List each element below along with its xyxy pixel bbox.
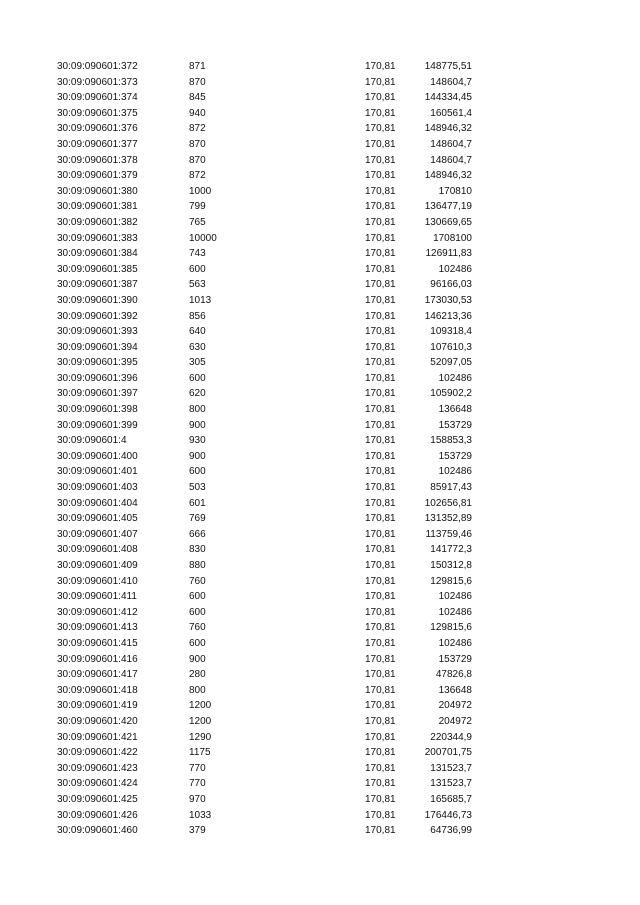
area-cell: 856	[189, 310, 206, 322]
area-cell: 830	[189, 544, 206, 556]
area-cell: 872	[189, 123, 206, 135]
value-cell: 148604,7	[430, 76, 472, 88]
area-cell: 600	[189, 466, 206, 478]
area-cell: 10000	[189, 232, 217, 244]
area-cell: 666	[189, 528, 206, 540]
cadastral-number-cell: 30:09:090601:423	[57, 762, 138, 774]
rate-cell: 170,81	[365, 123, 396, 135]
cadastral-number-cell: 30:09:090601:382	[57, 216, 138, 228]
table-row	[0, 776, 640, 792]
table-row	[0, 355, 640, 371]
cadastral-number-cell: 30:09:090601:426	[57, 809, 138, 821]
area-cell: 900	[189, 653, 206, 665]
area-cell: 600	[189, 263, 206, 275]
cadastral-number-cell: 30:09:090601:415	[57, 637, 138, 649]
cadastral-number-cell: 30:09:090601:405	[57, 513, 138, 525]
table-row	[0, 714, 640, 730]
value-cell: 148946,32	[424, 123, 472, 135]
table-row	[0, 153, 640, 169]
area-cell: 845	[189, 92, 206, 104]
table-row	[0, 464, 640, 480]
value-cell: 102486	[438, 591, 472, 603]
value-cell: 105902,2	[430, 388, 472, 400]
cadastral-number-cell: 30:09:090601:424	[57, 778, 138, 790]
area-cell: 630	[189, 341, 206, 353]
table-row	[0, 168, 640, 184]
rate-cell: 170,81	[365, 669, 396, 681]
table-row	[0, 309, 640, 325]
cadastral-number-cell: 30:09:090601:378	[57, 154, 138, 166]
rate-cell: 170,81	[365, 138, 396, 150]
area-cell: 871	[189, 61, 206, 72]
rate-cell: 170,81	[365, 435, 396, 447]
cadastral-number-cell: 30:09:090601:377	[57, 138, 138, 150]
area-cell: 1200	[189, 715, 212, 727]
area-cell: 870	[189, 138, 206, 150]
cadastral-number-cell: 30:09:090601:421	[57, 731, 138, 743]
rate-cell: 170,81	[365, 466, 396, 478]
table-row	[0, 558, 640, 574]
value-cell: 148604,7	[430, 154, 472, 166]
rate-cell: 170,81	[365, 778, 396, 790]
table-row	[0, 199, 640, 215]
cadastral-number-cell: 30:09:090601:395	[57, 357, 138, 369]
table-row	[0, 527, 640, 543]
cadastral-number-cell: 30:09:090601:375	[57, 107, 138, 119]
area-cell: 760	[189, 622, 206, 634]
value-cell: 153729	[438, 450, 472, 462]
table-row	[0, 823, 640, 839]
value-cell: 64736,99	[430, 825, 472, 837]
area-cell: 601	[189, 497, 206, 509]
value-cell: 52097,05	[430, 357, 472, 369]
cadastral-number-cell: 30:09:090601:390	[57, 294, 138, 306]
cadastral-number-cell: 30:09:090601:381	[57, 201, 138, 213]
area-cell: 600	[189, 606, 206, 618]
table-row	[0, 402, 640, 418]
cadastral-number-cell: 30:09:090601:399	[57, 419, 138, 431]
value-cell: 129815,6	[430, 575, 472, 587]
rate-cell: 170,81	[365, 154, 396, 166]
area-cell: 1290	[189, 731, 212, 743]
rate-cell: 170,81	[365, 185, 396, 197]
cadastral-number-cell: 30:09:090601:419	[57, 700, 138, 712]
table-row	[0, 371, 640, 387]
value-cell: 113759,46	[425, 528, 472, 540]
area-cell: 900	[189, 450, 206, 462]
rate-cell: 170,81	[365, 216, 396, 228]
value-cell: 102656,81	[424, 497, 472, 509]
rate-cell: 170,81	[365, 263, 396, 275]
area-cell: 1013	[189, 294, 212, 306]
table-row	[0, 340, 640, 356]
table-row	[0, 277, 640, 293]
area-cell: 743	[189, 248, 206, 260]
value-cell: 102486	[438, 637, 472, 649]
rate-cell: 170,81	[365, 248, 396, 260]
value-cell: 204972	[438, 700, 472, 712]
rate-cell: 170,81	[365, 388, 396, 400]
cadastral-number-cell: 30:09:090601:397	[57, 388, 138, 400]
value-cell: 102486	[438, 466, 472, 478]
value-cell: 129815,6	[430, 622, 472, 634]
cadastral-number-cell: 30:09:090601:374	[57, 92, 138, 104]
value-cell: 126911,83	[425, 248, 472, 260]
rate-cell: 170,81	[365, 61, 396, 72]
area-cell: 799	[189, 201, 206, 213]
rate-cell: 170,81	[365, 575, 396, 587]
cadastral-number-cell: 30:09:090601:383	[57, 232, 138, 244]
rate-cell: 170,81	[365, 715, 396, 727]
rate-cell: 170,81	[365, 482, 396, 494]
value-cell: 158853,3	[430, 435, 472, 447]
cadastral-number-cell: 30:09:090601:407	[57, 528, 138, 540]
rate-cell: 170,81	[365, 372, 396, 384]
cadastral-number-cell: 30:09:090601:398	[57, 404, 138, 416]
rate-cell: 170,81	[365, 357, 396, 369]
cadastral-number-cell: 30:09:090601:409	[57, 560, 138, 571]
table-row	[0, 652, 640, 668]
rate-cell: 170,81	[365, 326, 396, 338]
area-cell: 770	[189, 778, 206, 790]
area-cell: 280	[189, 669, 206, 681]
table-row	[0, 246, 640, 262]
area-cell: 563	[189, 279, 206, 291]
rate-cell: 170,81	[365, 170, 396, 182]
area-cell: 770	[189, 762, 206, 774]
area-cell: 640	[189, 326, 206, 338]
table-row	[0, 730, 640, 746]
table-row	[0, 386, 640, 402]
data-table	[0, 59, 640, 839]
value-cell: 148946,32	[424, 170, 472, 182]
rate-cell: 170,81	[365, 404, 396, 416]
area-cell: 1033	[189, 809, 212, 821]
cadastral-number-cell: 30:09:090601:408	[57, 544, 138, 556]
area-cell: 600	[189, 637, 206, 649]
cadastral-number-cell: 30:09:090601:460	[57, 825, 138, 837]
value-cell: 220344,9	[430, 731, 472, 743]
table-row	[0, 418, 640, 434]
cadastral-number-cell: 30:09:090601:410	[57, 575, 138, 587]
value-cell: 131352,89	[424, 513, 472, 525]
area-cell: 870	[189, 154, 206, 166]
cadastral-number-cell: 30:09:090601:380	[57, 185, 138, 197]
cadastral-number-cell: 30:09:090601:372	[57, 61, 138, 72]
cadastral-number-cell: 30:09:090601:400	[57, 450, 138, 462]
table-row	[0, 480, 640, 496]
cadastral-number-cell: 30:09:090601:412	[57, 606, 138, 618]
area-cell: 870	[189, 76, 206, 88]
rate-cell: 170,81	[365, 560, 396, 571]
value-cell: 136477,19	[424, 201, 472, 213]
rate-cell: 170,81	[365, 747, 396, 759]
value-cell: 141772,3	[430, 544, 472, 556]
cadastral-number-cell: 30:09:090601:418	[57, 684, 138, 696]
cadastral-number-cell: 30:09:090601:416	[57, 653, 138, 665]
table-row	[0, 698, 640, 714]
table-row	[0, 683, 640, 699]
value-cell: 148775,51	[424, 61, 472, 72]
cadastral-number-cell: 30:09:090601:387	[57, 279, 138, 291]
area-cell: 1175	[189, 747, 211, 759]
cadastral-number-cell: 30:09:090601:396	[57, 372, 138, 384]
value-cell: 165685,7	[430, 793, 472, 805]
area-cell: 379	[189, 825, 206, 837]
area-cell: 600	[189, 372, 206, 384]
table-row	[0, 293, 640, 309]
value-cell: 136648	[438, 684, 472, 696]
rate-cell: 170,81	[365, 201, 396, 213]
table-row	[0, 511, 640, 527]
cadastral-number-cell: 30:09:090601:425	[57, 793, 138, 805]
rate-cell: 170,81	[365, 76, 396, 88]
area-cell: 765	[189, 216, 206, 228]
value-cell: 204972	[438, 715, 472, 727]
value-cell: 130669,65	[424, 216, 472, 228]
table-row	[0, 324, 640, 340]
rate-cell: 170,81	[365, 294, 396, 306]
table-row	[0, 121, 640, 137]
cadastral-number-cell: 30:09:090601:404	[57, 497, 138, 509]
value-cell: 1708100	[433, 232, 472, 244]
rate-cell: 170,81	[365, 653, 396, 665]
table-row	[0, 184, 640, 200]
value-cell: 47826,8	[435, 669, 472, 681]
area-cell: 930	[189, 435, 206, 447]
table-row	[0, 542, 640, 558]
table-row	[0, 433, 640, 449]
area-cell: 1200	[189, 700, 212, 712]
area-cell: 800	[189, 684, 206, 696]
table-row	[0, 75, 640, 91]
table-row	[0, 496, 640, 512]
value-cell: 170810	[438, 185, 472, 197]
table-row	[0, 808, 640, 824]
rate-cell: 170,81	[365, 450, 396, 462]
area-cell: 769	[189, 513, 206, 525]
value-cell: 173030,53	[424, 294, 472, 306]
area-cell: 880	[189, 560, 206, 571]
table-row	[0, 106, 640, 122]
table-row	[0, 574, 640, 590]
area-cell: 970	[189, 793, 206, 805]
table-row	[0, 215, 640, 231]
rate-cell: 170,81	[365, 809, 396, 821]
value-cell: 136648	[438, 404, 472, 416]
value-cell: 176446,73	[424, 809, 472, 821]
rate-cell: 170,81	[365, 825, 396, 837]
rate-cell: 170,81	[365, 622, 396, 634]
rate-cell: 170,81	[365, 762, 396, 774]
cadastral-number-cell: 30:09:090601:4	[57, 435, 127, 447]
cadastral-number-cell: 30:09:090601:376	[57, 123, 138, 135]
rate-cell: 170,81	[365, 528, 396, 540]
area-cell: 503	[189, 482, 206, 494]
value-cell: 150312,8	[430, 560, 472, 571]
table-row	[0, 137, 640, 153]
value-cell: 148604,7	[430, 138, 472, 150]
cadastral-number-cell: 30:09:090601:403	[57, 482, 138, 494]
value-cell: 102486	[438, 372, 472, 384]
area-cell: 600	[189, 591, 206, 603]
rate-cell: 170,81	[365, 107, 396, 119]
cadastral-number-cell: 30:09:090601:385	[57, 263, 138, 275]
table-row	[0, 620, 640, 636]
cadastral-number-cell: 30:09:090601:417	[57, 669, 138, 681]
rate-cell: 170,81	[365, 419, 396, 431]
rate-cell: 170,81	[365, 341, 396, 353]
area-cell: 620	[189, 388, 206, 400]
value-cell: 153729	[438, 419, 472, 431]
value-cell: 102486	[438, 606, 472, 618]
value-cell: 96166,03	[430, 279, 472, 291]
table-row	[0, 636, 640, 652]
cadastral-number-cell: 30:09:090601:384	[57, 248, 138, 260]
value-cell: 144334,45	[424, 92, 472, 104]
area-cell: 900	[189, 419, 206, 431]
area-cell: 872	[189, 170, 206, 182]
value-cell: 200701,75	[424, 747, 472, 759]
rate-cell: 170,81	[365, 232, 396, 244]
value-cell: 85917,43	[430, 482, 472, 494]
table-row	[0, 589, 640, 605]
table-row	[0, 605, 640, 621]
table-row	[0, 90, 640, 106]
value-cell: 109318,4	[430, 326, 472, 338]
cadastral-number-cell: 30:09:090601:379	[57, 170, 138, 182]
cadastral-number-cell: 30:09:090601:413	[57, 622, 138, 634]
rate-cell: 170,81	[365, 497, 396, 509]
rate-cell: 170,81	[365, 684, 396, 696]
rate-cell: 170,81	[365, 591, 396, 603]
value-cell: 131523,7	[430, 778, 472, 790]
area-cell: 1000	[189, 185, 212, 197]
rate-cell: 170,81	[365, 731, 396, 743]
value-cell: 102486	[438, 263, 472, 275]
rate-cell: 170,81	[365, 637, 396, 649]
rate-cell: 170,81	[365, 513, 396, 525]
table-row	[0, 231, 640, 247]
rate-cell: 170,81	[365, 544, 396, 556]
area-cell: 760	[189, 575, 206, 587]
cadastral-number-cell: 30:09:090601:373	[57, 76, 138, 88]
table-row	[0, 667, 640, 683]
table-row	[0, 761, 640, 777]
table-row	[0, 745, 640, 761]
cadastral-number-cell: 30:09:090601:411	[57, 591, 137, 603]
cadastral-number-cell: 30:09:090601:394	[57, 341, 138, 353]
cadastral-number-cell: 30:09:090601:401	[57, 466, 138, 478]
rate-cell: 170,81	[365, 606, 396, 618]
area-cell: 940	[189, 107, 206, 119]
value-cell: 146213,36	[424, 310, 472, 322]
area-cell: 305	[189, 357, 206, 369]
rate-cell: 170,81	[365, 92, 396, 104]
rate-cell: 170,81	[365, 279, 396, 291]
cadastral-number-cell: 30:09:090601:422	[57, 747, 138, 759]
cadastral-number-cell: 30:09:090601:420	[57, 715, 138, 727]
rate-cell: 170,81	[365, 700, 396, 712]
rate-cell: 170,81	[365, 793, 396, 805]
value-cell: 131523,7	[430, 762, 472, 774]
table-row	[0, 59, 640, 75]
table-row	[0, 792, 640, 808]
value-cell: 107610,3	[430, 341, 472, 353]
cadastral-number-cell: 30:09:090601:392	[57, 310, 138, 322]
rate-cell: 170,81	[365, 310, 396, 322]
table-row	[0, 449, 640, 465]
area-cell: 800	[189, 404, 206, 416]
cadastral-number-cell: 30:09:090601:393	[57, 326, 138, 338]
table-row	[0, 262, 640, 278]
value-cell: 153729	[438, 653, 472, 665]
value-cell: 160561,4	[430, 107, 472, 119]
